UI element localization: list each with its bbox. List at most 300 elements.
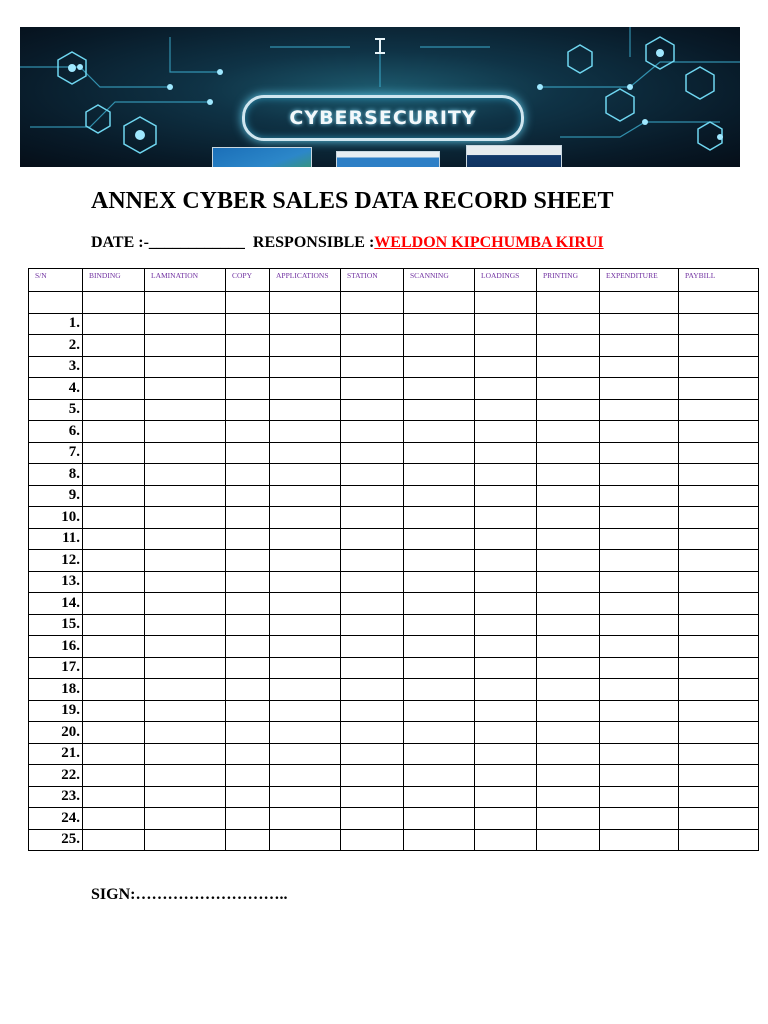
entry-cell[interactable] [600,464,679,486]
entry-cell[interactable] [145,378,226,400]
entry-cell[interactable] [600,614,679,636]
entry-cell[interactable] [145,507,226,529]
entry-cell[interactable] [475,636,537,658]
entry-cell[interactable] [270,399,341,421]
entry-cell[interactable] [226,528,270,550]
entry-cell[interactable] [83,679,145,701]
entry-cell[interactable] [270,335,341,357]
table-row [29,808,759,830]
entry-cell[interactable] [83,614,145,636]
entry-cell[interactable] [83,442,145,464]
entry-cell[interactable] [226,593,270,615]
entry-cell[interactable] [600,442,679,464]
entry-cell[interactable] [679,399,759,421]
entry-cell[interactable] [404,679,475,701]
entry-cell[interactable] [537,679,600,701]
entry-cell[interactable] [404,657,475,679]
entry-cell[interactable] [270,636,341,658]
entry-cell[interactable] [600,722,679,744]
entry-cell[interactable] [537,593,600,615]
entry-cell[interactable] [270,657,341,679]
entry-cell[interactable] [537,292,600,314]
entry-cell[interactable] [341,786,404,808]
entry-cell[interactable] [679,593,759,615]
serial-number-cell: 23. [29,786,83,808]
entry-cell[interactable] [83,657,145,679]
entry-cell[interactable] [145,722,226,744]
entry-cell[interactable] [600,786,679,808]
entry-cell[interactable] [83,700,145,722]
date-label: DATE :-____________ [91,234,245,251]
entry-cell[interactable] [600,550,679,572]
entry-cell[interactable] [270,593,341,615]
entry-cell[interactable] [679,743,759,765]
entry-cell[interactable] [341,679,404,701]
entry-cell[interactable] [226,421,270,443]
entry-cell[interactable] [475,378,537,400]
entry-cell[interactable] [600,507,679,529]
entry-cell[interactable] [600,399,679,421]
entry-cell[interactable] [600,356,679,378]
entry-cell[interactable] [600,743,679,765]
entry-cell[interactable] [270,743,341,765]
entry-cell[interactable] [83,550,145,572]
entry-cell[interactable] [145,550,226,572]
entry-cell[interactable] [475,743,537,765]
entry-cell[interactable] [600,657,679,679]
entry-cell[interactable] [145,399,226,421]
entry-cell[interactable] [475,614,537,636]
entry-cell[interactable] [341,292,404,314]
entry-cell[interactable] [341,808,404,830]
entry-cell[interactable] [404,507,475,529]
entry-cell[interactable] [145,593,226,615]
banner-title: CYBERSECURITY [242,95,524,141]
entry-cell[interactable] [270,808,341,830]
entry-cell[interactable] [404,700,475,722]
entry-cell[interactable] [475,786,537,808]
entry-cell[interactable] [341,399,404,421]
entry-cell[interactable] [537,808,600,830]
entry-cell[interactable] [145,356,226,378]
entry-cell[interactable] [145,614,226,636]
entry-cell[interactable] [679,421,759,443]
entry-cell[interactable] [679,550,759,572]
entry-cell[interactable] [537,356,600,378]
entry-cell[interactable] [475,292,537,314]
entry-cell[interactable] [404,292,475,314]
entry-cell[interactable] [145,679,226,701]
entry-cell[interactable] [270,700,341,722]
entry-cell[interactable] [226,507,270,529]
entry-cell[interactable] [404,636,475,658]
column-header: COPY [226,269,270,292]
table-row [29,657,759,679]
serial-number-cell: 11. [29,528,83,550]
entry-cell[interactable] [145,700,226,722]
entry-cell[interactable] [270,550,341,572]
entry-cell[interactable] [226,442,270,464]
entry-cell[interactable] [600,765,679,787]
entry-cell[interactable] [341,528,404,550]
entry-cell[interactable] [404,378,475,400]
entry-cell[interactable] [600,313,679,335]
entry-cell[interactable] [600,378,679,400]
entry-cell[interactable] [537,786,600,808]
entry-cell[interactable] [341,442,404,464]
entry-cell[interactable] [83,292,145,314]
entry-cell[interactable] [404,485,475,507]
entry-cell[interactable] [679,657,759,679]
entry-cell[interactable] [270,442,341,464]
entry-cell[interactable] [404,808,475,830]
entry-cell[interactable] [537,765,600,787]
entry-cell[interactable] [83,378,145,400]
entry-cell[interactable] [270,765,341,787]
entry-cell[interactable] [226,636,270,658]
entry-cell[interactable] [404,528,475,550]
table-row [29,485,759,507]
table-row [29,292,759,314]
entry-cell[interactable] [341,614,404,636]
entry-cell[interactable] [404,743,475,765]
entry-cell[interactable] [270,464,341,486]
table-row [29,507,759,529]
entry-cell[interactable] [83,421,145,443]
entry-cell[interactable] [341,507,404,529]
entry-cell[interactable] [341,464,404,486]
entry-cell[interactable] [341,550,404,572]
entry-cell[interactable] [679,722,759,744]
entry-cell[interactable] [341,378,404,400]
entry-cell[interactable] [83,528,145,550]
entry-cell[interactable] [145,464,226,486]
entry-cell[interactable] [145,657,226,679]
entry-cell[interactable] [404,829,475,851]
entry-cell[interactable] [83,399,145,421]
serial-number-cell: 8. [29,464,83,486]
column-header: APPLICATIONS [270,269,341,292]
entry-cell[interactable] [537,378,600,400]
entry-cell[interactable] [145,421,226,443]
entry-cell[interactable] [270,722,341,744]
entry-cell[interactable] [145,829,226,851]
entry-cell[interactable] [270,614,341,636]
entry-cell[interactable] [475,829,537,851]
entry-cell[interactable] [404,786,475,808]
entry-cell[interactable] [270,786,341,808]
entry-cell[interactable] [226,765,270,787]
entry-cell[interactable] [679,442,759,464]
entry-cell[interactable] [537,507,600,529]
entry-cell[interactable] [600,700,679,722]
entry-cell[interactable] [270,378,341,400]
entry-cell[interactable] [226,743,270,765]
entry-cell[interactable] [404,399,475,421]
entry-cell[interactable] [475,679,537,701]
entry-cell[interactable] [475,765,537,787]
entry-cell[interactable] [537,421,600,443]
entry-cell[interactable] [537,550,600,572]
entry-cell[interactable] [145,743,226,765]
entry-cell[interactable] [679,700,759,722]
column-header: LOADINGS [475,269,537,292]
entry-cell[interactable] [83,786,145,808]
entry-cell[interactable] [475,528,537,550]
entry-cell[interactable] [83,829,145,851]
entry-cell[interactable] [145,485,226,507]
entry-cell[interactable] [226,313,270,335]
entry-cell[interactable] [226,829,270,851]
entry-cell[interactable] [679,464,759,486]
entry-cell[interactable] [226,657,270,679]
entry-cell[interactable] [537,829,600,851]
entry-cell[interactable] [404,614,475,636]
entry-cell[interactable] [341,335,404,357]
table-header-row [29,269,759,292]
entry-cell[interactable] [679,808,759,830]
entry-cell[interactable] [341,421,404,443]
entry-cell[interactable] [145,571,226,593]
entry-cell[interactable] [226,550,270,572]
entry-cell[interactable] [475,399,537,421]
entry-cell[interactable] [537,571,600,593]
entry-cell[interactable] [404,593,475,615]
entry-cell[interactable] [145,335,226,357]
entry-cell[interactable] [537,636,600,658]
entry-cell[interactable] [270,679,341,701]
entry-cell[interactable] [475,464,537,486]
entry-cell[interactable] [475,485,537,507]
entry-cell[interactable] [341,636,404,658]
serial-number-cell: 24. [29,808,83,830]
serial-number-cell: 18. [29,679,83,701]
sign-line: SIGN:……………………….. [91,886,288,903]
entry-cell[interactable] [145,808,226,830]
entry-cell[interactable] [600,829,679,851]
entry-cell[interactable] [404,464,475,486]
table-row [29,571,759,593]
entry-cell[interactable] [341,313,404,335]
entry-cell[interactable] [537,313,600,335]
entry-cell[interactable] [679,528,759,550]
entry-cell[interactable] [475,808,537,830]
entry-cell[interactable] [226,571,270,593]
entry-cell[interactable] [270,528,341,550]
entry-cell[interactable] [537,700,600,722]
entry-cell[interactable] [83,356,145,378]
entry-cell[interactable] [404,571,475,593]
entry-cell[interactable] [679,356,759,378]
entry-cell[interactable] [679,636,759,658]
entry-cell[interactable] [475,335,537,357]
entry-cell[interactable] [341,722,404,744]
entry-cell[interactable] [83,507,145,529]
entry-cell[interactable] [341,485,404,507]
entry-cell[interactable] [341,571,404,593]
serial-number-cell: 9. [29,485,83,507]
entry-cell[interactable] [537,528,600,550]
entry-cell[interactable] [537,722,600,744]
entry-cell[interactable] [83,464,145,486]
entry-cell[interactable] [145,786,226,808]
column-header: SCANNING [404,269,475,292]
entry-cell[interactable] [270,292,341,314]
entry-cell[interactable] [600,421,679,443]
entry-cell[interactable] [679,765,759,787]
column-header: EXPENDITURE [600,269,679,292]
entry-cell[interactable] [600,808,679,830]
entry-cell[interactable] [226,356,270,378]
entry-cell[interactable] [145,528,226,550]
page-title: ANNEX CYBER SALES DATA RECORD SHEET [91,188,614,214]
entry-cell[interactable] [475,593,537,615]
entry-cell[interactable] [226,399,270,421]
entry-cell[interactable] [226,464,270,486]
table-row [29,743,759,765]
entry-cell[interactable] [404,421,475,443]
entry-cell[interactable] [679,335,759,357]
entry-cell[interactable] [270,485,341,507]
entry-cell[interactable] [83,313,145,335]
entry-cell[interactable] [600,593,679,615]
entry-cell[interactable] [270,313,341,335]
entry-cell[interactable] [475,442,537,464]
serial-number-cell: 21. [29,743,83,765]
entry-cell[interactable] [537,399,600,421]
entry-cell[interactable] [226,485,270,507]
table-row [29,636,759,658]
entry-cell[interactable] [537,614,600,636]
entry-cell[interactable] [679,679,759,701]
entry-cell[interactable] [270,507,341,529]
entry-cell[interactable] [404,442,475,464]
entry-cell[interactable] [475,313,537,335]
entry-cell[interactable] [475,722,537,744]
entry-cell[interactable] [226,808,270,830]
entry-cell[interactable] [83,808,145,830]
report-thumbnail [466,145,562,167]
entry-cell[interactable] [341,356,404,378]
entry-cell[interactable] [226,292,270,314]
table-row [29,614,759,636]
serial-number-cell: 1. [29,313,83,335]
entry-cell[interactable] [679,378,759,400]
entry-cell[interactable] [537,485,600,507]
entry-cell[interactable] [341,743,404,765]
entry-cell[interactable] [83,335,145,357]
entry-cell[interactable] [404,722,475,744]
entry-cell[interactable] [600,528,679,550]
entry-cell[interactable] [679,507,759,529]
entry-cell[interactable] [226,378,270,400]
entry-cell[interactable] [679,485,759,507]
table-row [29,378,759,400]
entry-cell[interactable] [404,313,475,335]
entry-cell[interactable] [404,550,475,572]
entry-cell[interactable] [341,593,404,615]
entry-cell[interactable] [226,614,270,636]
entry-cell[interactable] [475,550,537,572]
entry-cell[interactable] [600,335,679,357]
document-thumbnail [336,151,440,167]
entry-cell[interactable] [537,464,600,486]
entry-cell[interactable] [679,786,759,808]
entry-cell[interactable] [145,313,226,335]
entry-cell[interactable] [226,335,270,357]
entry-cell[interactable] [600,571,679,593]
entry-cell[interactable] [404,335,475,357]
entry-cell[interactable] [475,421,537,443]
entry-cell[interactable] [679,829,759,851]
entry-cell[interactable] [270,829,341,851]
entry-cell[interactable] [475,356,537,378]
entry-cell[interactable] [83,571,145,593]
entry-cell[interactable] [404,356,475,378]
serial-number-cell: 13. [29,571,83,593]
entry-cell[interactable] [537,743,600,765]
entry-cell[interactable] [83,722,145,744]
entry-cell[interactable] [270,356,341,378]
table-row [29,765,759,787]
entry-cell[interactable] [600,292,679,314]
entry-cell[interactable] [404,765,475,787]
serial-number-cell [29,292,83,314]
entry-cell[interactable] [145,636,226,658]
entry-cell[interactable] [145,292,226,314]
entry-cell[interactable] [83,593,145,615]
entry-cell[interactable] [537,657,600,679]
table-row [29,464,759,486]
entry-cell[interactable] [226,786,270,808]
entry-cell[interactable] [341,765,404,787]
entry-cell[interactable] [341,829,404,851]
entry-cell[interactable] [270,421,341,443]
column-header: S/N [29,269,83,292]
brochure-thumbnail [212,147,312,167]
entry-cell[interactable] [679,292,759,314]
entry-cell[interactable] [679,313,759,335]
entry-cell[interactable] [600,679,679,701]
column-header: LAMINATION [145,269,226,292]
entry-cell[interactable] [475,507,537,529]
entry-cell[interactable] [83,743,145,765]
entry-cell[interactable] [83,485,145,507]
entry-cell[interactable] [600,636,679,658]
entry-cell[interactable] [537,335,600,357]
entry-cell[interactable] [475,700,537,722]
entry-cell[interactable] [145,442,226,464]
entry-cell[interactable] [537,442,600,464]
entry-cell[interactable] [679,614,759,636]
entry-cell[interactable] [475,657,537,679]
entry-cell[interactable] [270,571,341,593]
entry-cell[interactable] [341,657,404,679]
entry-cell[interactable] [600,485,679,507]
entry-cell[interactable] [226,679,270,701]
entry-cell[interactable] [679,571,759,593]
entry-cell[interactable] [83,636,145,658]
entry-cell[interactable] [226,722,270,744]
entry-cell[interactable] [475,571,537,593]
serial-number-cell: 3. [29,356,83,378]
serial-number-cell: 10. [29,507,83,529]
entry-cell[interactable] [145,765,226,787]
serial-number-cell: 15. [29,614,83,636]
entry-cell[interactable] [341,700,404,722]
entry-cell[interactable] [83,765,145,787]
entry-cell[interactable] [226,700,270,722]
